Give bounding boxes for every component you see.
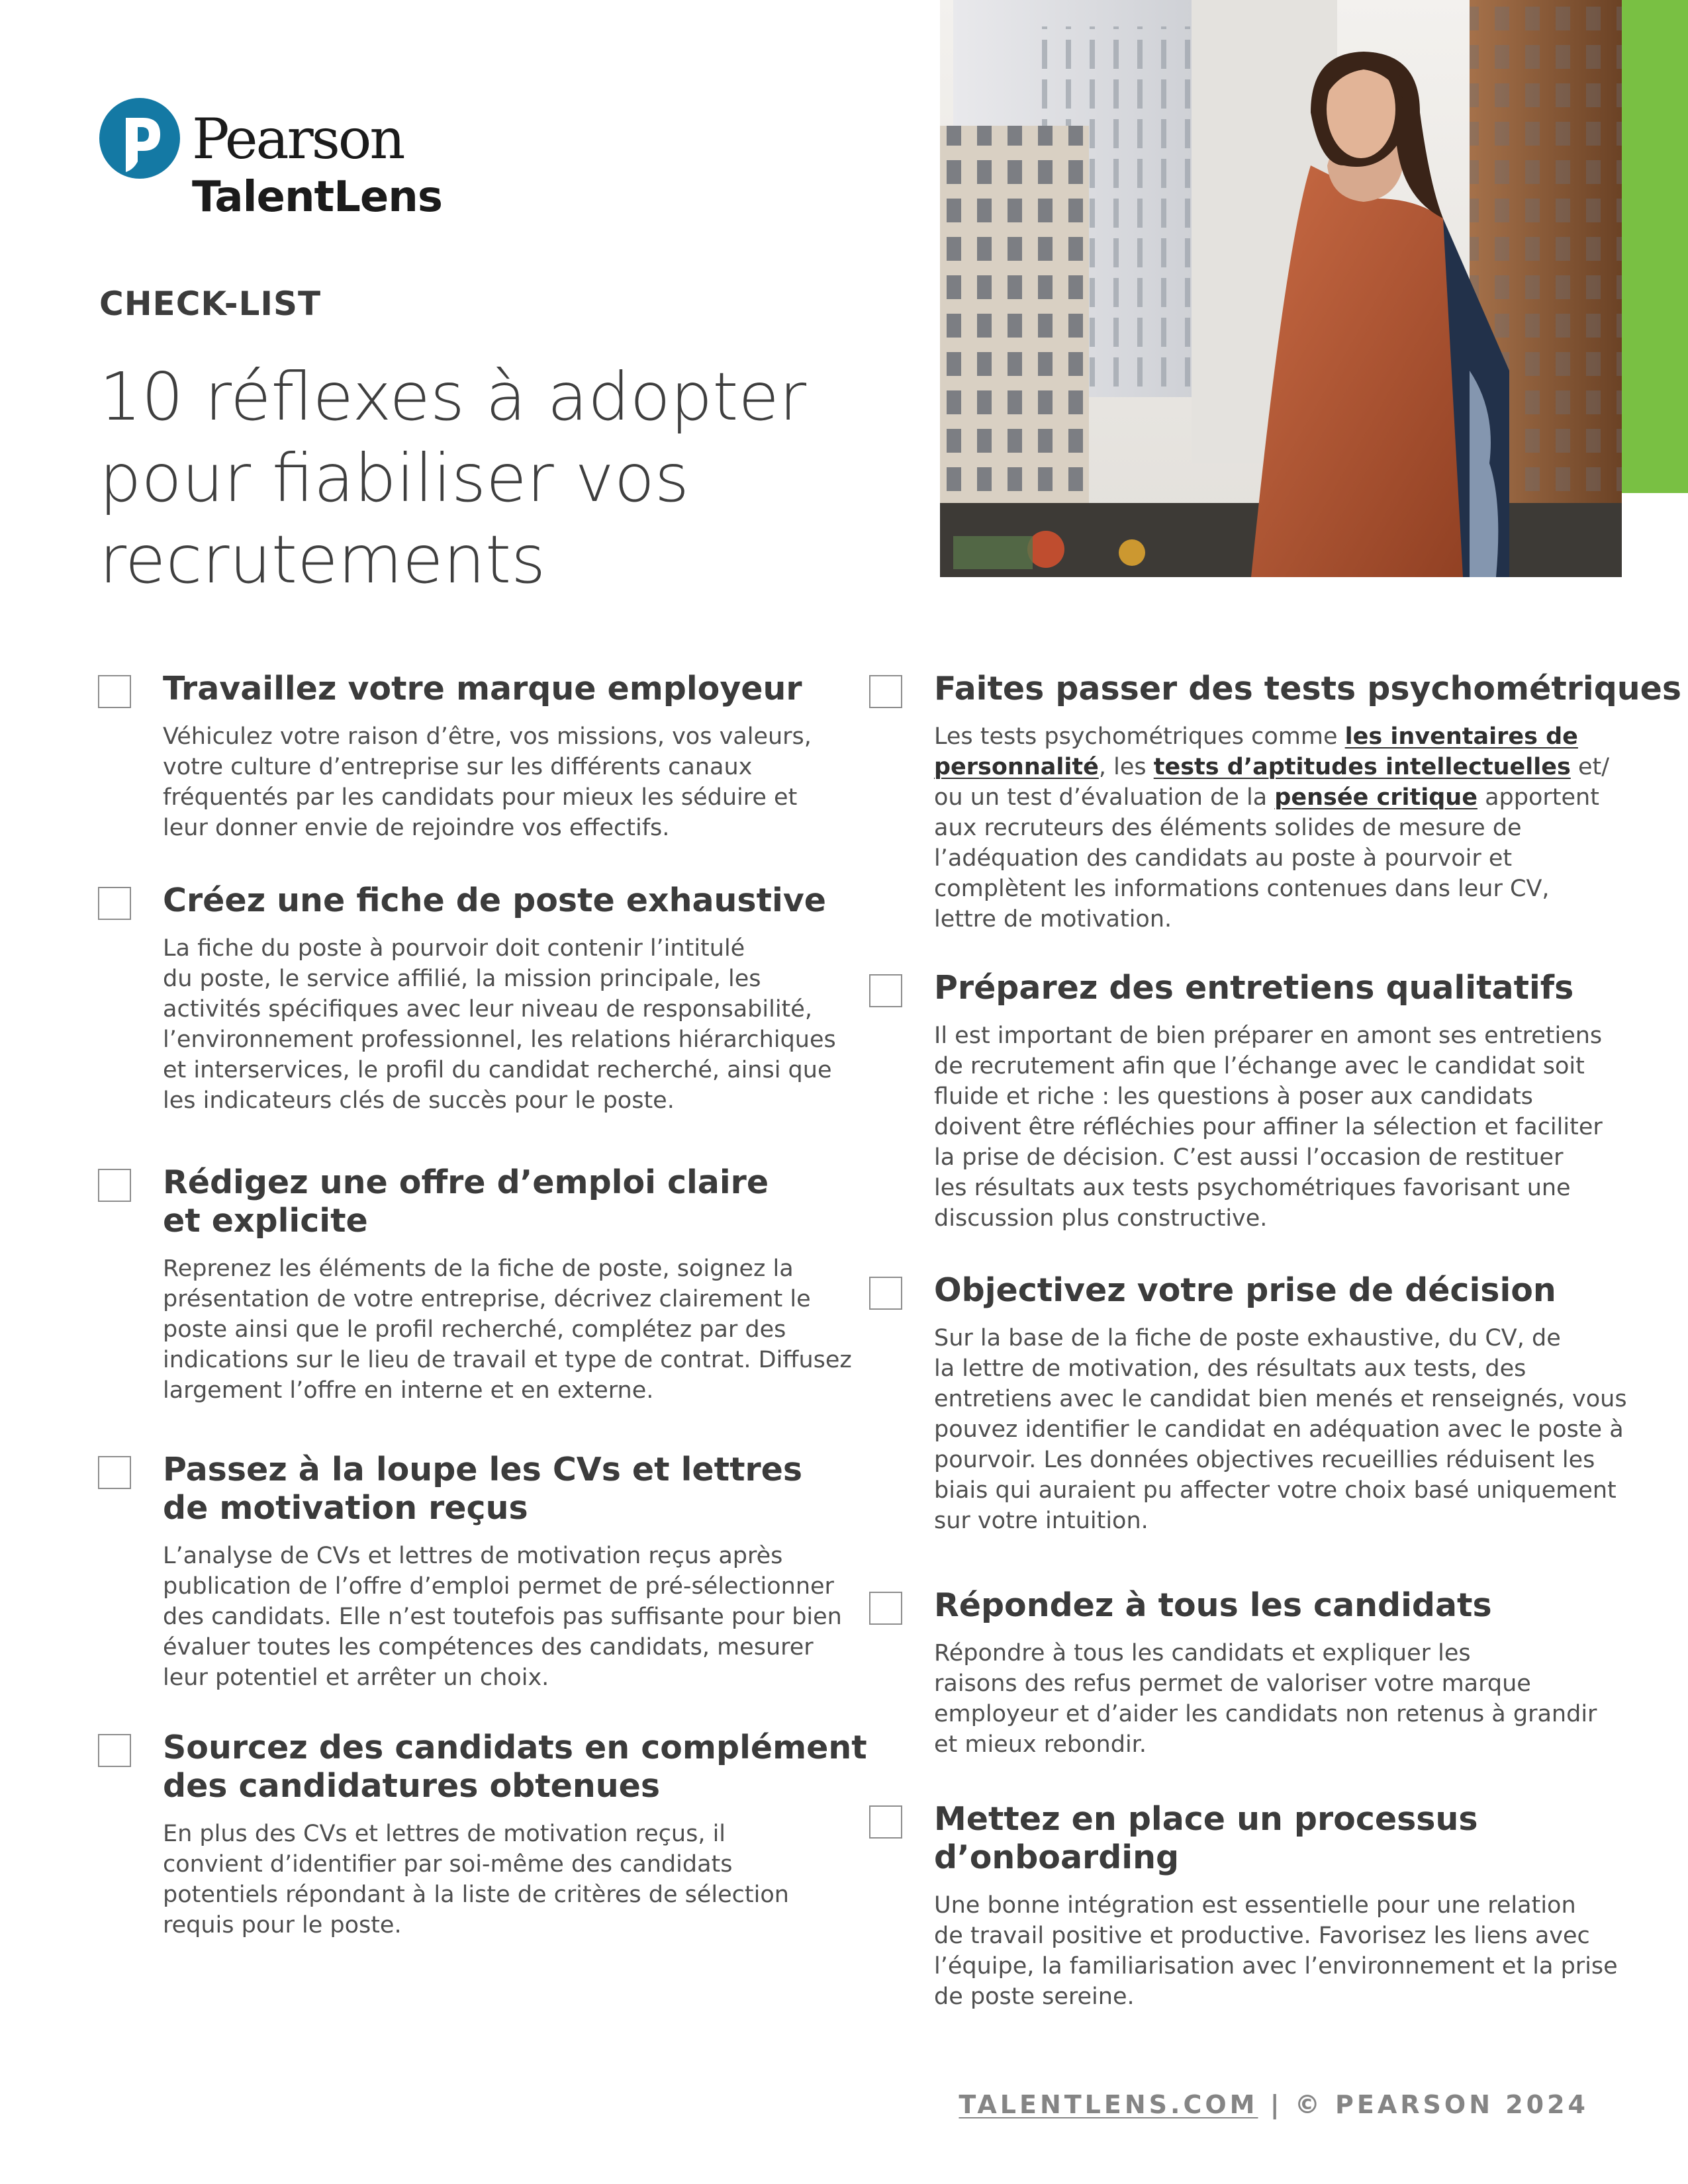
item-title xyxy=(163,1163,839,1240)
item-description xyxy=(934,1890,1624,2012)
item-title xyxy=(934,1586,1624,1625)
item-text-line xyxy=(934,721,1624,752)
checklist-item xyxy=(98,1451,842,1693)
item-text-line: l’équipe, la familiarisation avec l’environnement et la prise xyxy=(934,1953,1618,1979)
item-text-line: complètent les informations contenues dans leur CV, xyxy=(934,876,1550,902)
pearson-logo-icon xyxy=(99,98,180,184)
item-description xyxy=(934,1323,1627,1536)
item-description xyxy=(163,1541,842,1693)
item-text-line: Une bonne intégration est essentielle pour une relation xyxy=(934,1892,1576,1919)
item-text-line: biais qui auraient pu affecter votre choix basé uniquement xyxy=(934,1477,1617,1504)
item-text-line: Véhiculez votre raison d’être, vos missions, vos valeurs, xyxy=(163,723,812,750)
item-text-line: potentiels répondant à la liste de critères de sélection xyxy=(163,1882,789,1908)
item-description xyxy=(934,721,1624,934)
link-aptitude-tests[interactable]: tests d’aptitudes intellectuelles xyxy=(1153,754,1571,780)
item-text-line: poste ainsi que le profil recherché, complétez par des xyxy=(163,1316,786,1343)
item-text-line: raisons des refus permet de valoriser votre marque xyxy=(934,1670,1531,1697)
text-run: ou un test d’évaluation de la xyxy=(934,784,1275,811)
item-title-line: Préparez des entretiens qualitatifs xyxy=(934,969,1574,1007)
item-description xyxy=(163,1819,839,1940)
item-text-line: La fiche du poste à pourvoir doit contenir l’intitulé xyxy=(163,935,745,962)
item-text-line: requis pour le poste. xyxy=(163,1912,402,1938)
item-text-line: et mieux rebondir. xyxy=(934,1731,1147,1758)
item-text-line: publication de l’offre d’emploi permet de pré-sélectionner xyxy=(163,1573,834,1600)
title-line: pour fiabiliser vos xyxy=(99,439,690,517)
item-title-line: d’onboarding xyxy=(934,1839,1180,1876)
text-run: apportent xyxy=(1477,784,1599,811)
item-text-line: L’analyse de CVs et lettres de motivation reçus après xyxy=(163,1543,783,1569)
item-text-line: des candidats. Elle n’est toutefois pas suffisante pour bien xyxy=(163,1604,842,1630)
item-text-line: activités spécifiques avec leur niveau de responsabilité, xyxy=(163,996,812,1023)
city-street-woman-photo xyxy=(940,0,1622,577)
product-name: TalentLens xyxy=(192,173,442,222)
item-text-line: pourvoir. Les données objectives recueillies réduisent les xyxy=(934,1447,1595,1473)
item-text-line xyxy=(934,782,1624,813)
item-text-line: de travail positive et productive. Favorisez les liens avec xyxy=(934,1923,1590,1949)
item-text-line: les indicateurs clés de succès pour le poste. xyxy=(163,1087,675,1114)
item-text-line: Répondre à tous les candidats et expliquer les xyxy=(934,1640,1471,1666)
item-text-line: leur potentiel et arrêter un choix. xyxy=(163,1664,549,1691)
checklist-item xyxy=(869,1800,1624,2012)
link-personality-inventories[interactable]: les inventaires de xyxy=(1344,723,1578,750)
checkbox[interactable] xyxy=(869,1277,902,1310)
document-type-label: CHECK-LIST xyxy=(99,285,322,323)
item-description xyxy=(934,1638,1624,1760)
item-text-line: entretiens avec le candidat bien menés et renseignés, vous xyxy=(934,1386,1627,1412)
checklist-item xyxy=(98,1729,867,1940)
link-personality-inventories-cont[interactable]: personnalité xyxy=(934,754,1099,780)
item-text-line: de recrutement afin que l’échange avec le candidat soit xyxy=(934,1053,1585,1079)
pearson-talentlens-logo[interactable] xyxy=(99,98,444,230)
checklist-item xyxy=(869,1586,1624,1760)
item-title-line: Créez une fiche de poste exhaustive xyxy=(163,882,826,919)
checklist-item xyxy=(98,670,839,843)
item-text-line: Sur la base de la fiche de poste exhaustive, du CV, de xyxy=(934,1325,1561,1351)
link-critical-thinking[interactable]: pensée critique xyxy=(1274,784,1477,811)
title-line: 10 réflexes à adopter xyxy=(99,358,807,435)
item-text-line: Reprenez les éléments de la fiche de poste, soignez la xyxy=(163,1255,794,1282)
item-text-line: aux recruteurs des éléments solides de mesure de xyxy=(934,815,1522,841)
item-text-line: leur donner envie de rejoindre vos effectifs. xyxy=(163,815,670,841)
checklist-item xyxy=(869,670,1682,934)
item-description xyxy=(163,721,839,843)
item-text-line: la prise de décision. C’est aussi l’occasion de restituer xyxy=(934,1144,1564,1171)
item-text-line: votre culture d’entreprise sur les différents canaux xyxy=(163,754,753,780)
item-description xyxy=(934,1021,1624,1234)
item-title-line: Mettez en place un processus xyxy=(934,1800,1478,1838)
item-text-line: discussion plus constructive. xyxy=(934,1205,1268,1232)
item-title xyxy=(163,1451,839,1527)
item-title-line: Répondez à tous les candidats xyxy=(934,1586,1492,1624)
item-text-line: les résultats aux tests psychométriques favorisant une xyxy=(934,1175,1571,1201)
item-text-line: fluide et riche : les questions à poser aux candidats xyxy=(934,1083,1533,1110)
text-run: et/ xyxy=(1570,754,1609,780)
item-title xyxy=(163,670,839,708)
talentlens-website-link[interactable]: TALENTLENS.COM xyxy=(959,2090,1258,2119)
copyright: © PEARSON 2024 xyxy=(1294,2090,1589,2119)
item-title xyxy=(163,1729,867,1805)
checkbox[interactable] xyxy=(98,887,131,920)
checkbox[interactable] xyxy=(869,974,902,1007)
item-title-line: Faites passer des tests psychométriques xyxy=(934,670,1682,707)
item-text-line: lettre de motivation. xyxy=(934,906,1172,933)
item-title-line: des candidatures obtenues xyxy=(163,1767,661,1805)
green-accent-bar xyxy=(1622,0,1688,493)
text-run: , les xyxy=(1098,754,1154,780)
checklist-item xyxy=(98,1163,852,1406)
item-text-line: convient d’identifier par soi-même des candidats xyxy=(163,1851,733,1878)
item-title-line: Sourcez des candidats en complément xyxy=(163,1729,867,1766)
item-text-line: fréquentés par les candidats pour mieux les séduire et xyxy=(163,784,798,811)
item-text-line xyxy=(934,752,1624,782)
item-text-line: largement l’offre en interne et en externe. xyxy=(163,1377,654,1404)
item-title xyxy=(934,1271,1624,1310)
text-run: Les tests psychométriques comme xyxy=(934,723,1345,750)
item-title-line: Objectivez votre prise de décision xyxy=(934,1271,1556,1309)
item-text-line: présentation de votre entreprise, décrivez clairement le xyxy=(163,1286,811,1312)
item-text-line: employeur et d’aider les candidats non retenus à grandir xyxy=(934,1701,1597,1727)
item-title-line: Passez à la loupe les CVs et lettres xyxy=(163,1451,803,1488)
brand-name: Pearson xyxy=(192,107,404,171)
title-line: recrutements xyxy=(99,521,546,598)
checkbox[interactable] xyxy=(869,675,902,708)
item-text-line: du poste, le service affilié, la mission principale, les xyxy=(163,966,761,992)
checkbox[interactable] xyxy=(98,675,131,708)
item-description xyxy=(163,933,839,1116)
checkbox[interactable] xyxy=(98,1169,131,1202)
item-text-line: l’adéquation des candidats au poste à pourvoir et xyxy=(934,845,1513,872)
checkbox[interactable] xyxy=(869,1592,902,1625)
item-text-line: pouvez identifier le candidat en adéquation avec le poste à xyxy=(934,1416,1624,1443)
item-text-line: de poste sereine. xyxy=(934,1983,1135,2010)
item-text-line: doivent être réfléchies pour affiner la sélection et faciliter xyxy=(934,1114,1603,1140)
item-text-line: En plus des CVs et lettres de motivation reçus, il xyxy=(163,1821,726,1847)
item-title-line: et explicite xyxy=(163,1202,368,1240)
footer-separator: | xyxy=(1258,2090,1295,2119)
item-title-line: de motivation reçus xyxy=(163,1489,528,1527)
item-title xyxy=(934,969,1624,1007)
footer xyxy=(959,2090,1589,2119)
item-text-line: évaluer toutes les compétences des candidats, mesurer xyxy=(163,1634,814,1661)
page-title xyxy=(99,356,861,600)
checkbox[interactable] xyxy=(98,1734,131,1767)
item-title-line: Travaillez votre marque employeur xyxy=(163,670,802,707)
checkbox[interactable] xyxy=(869,1805,902,1839)
checkbox[interactable] xyxy=(98,1456,131,1489)
item-text-line: et interservices, le profil du candidat recherché, ainsi que xyxy=(163,1057,832,1083)
item-description xyxy=(163,1253,852,1406)
checklist-item xyxy=(869,969,1624,1234)
checklist-item xyxy=(98,882,839,1116)
item-text-line: la lettre de motivation, des résultats aux tests, des xyxy=(934,1355,1526,1382)
item-text-line: Il est important de bien préparer en amont ses entretiens xyxy=(934,1023,1603,1049)
item-text-line: indications sur le lieu de travail et type de contrat. Diffusez xyxy=(163,1347,852,1373)
item-title-line: Rédigez une offre d’emploi claire xyxy=(163,1163,769,1201)
item-title xyxy=(934,1800,1624,1877)
item-title xyxy=(934,670,1682,708)
checklist-item xyxy=(869,1271,1627,1536)
item-title xyxy=(163,882,839,920)
item-text-line: sur votre intuition. xyxy=(934,1508,1149,1534)
item-text-line: l’environnement professionnel, les relations hiérarchiques xyxy=(163,1026,836,1053)
